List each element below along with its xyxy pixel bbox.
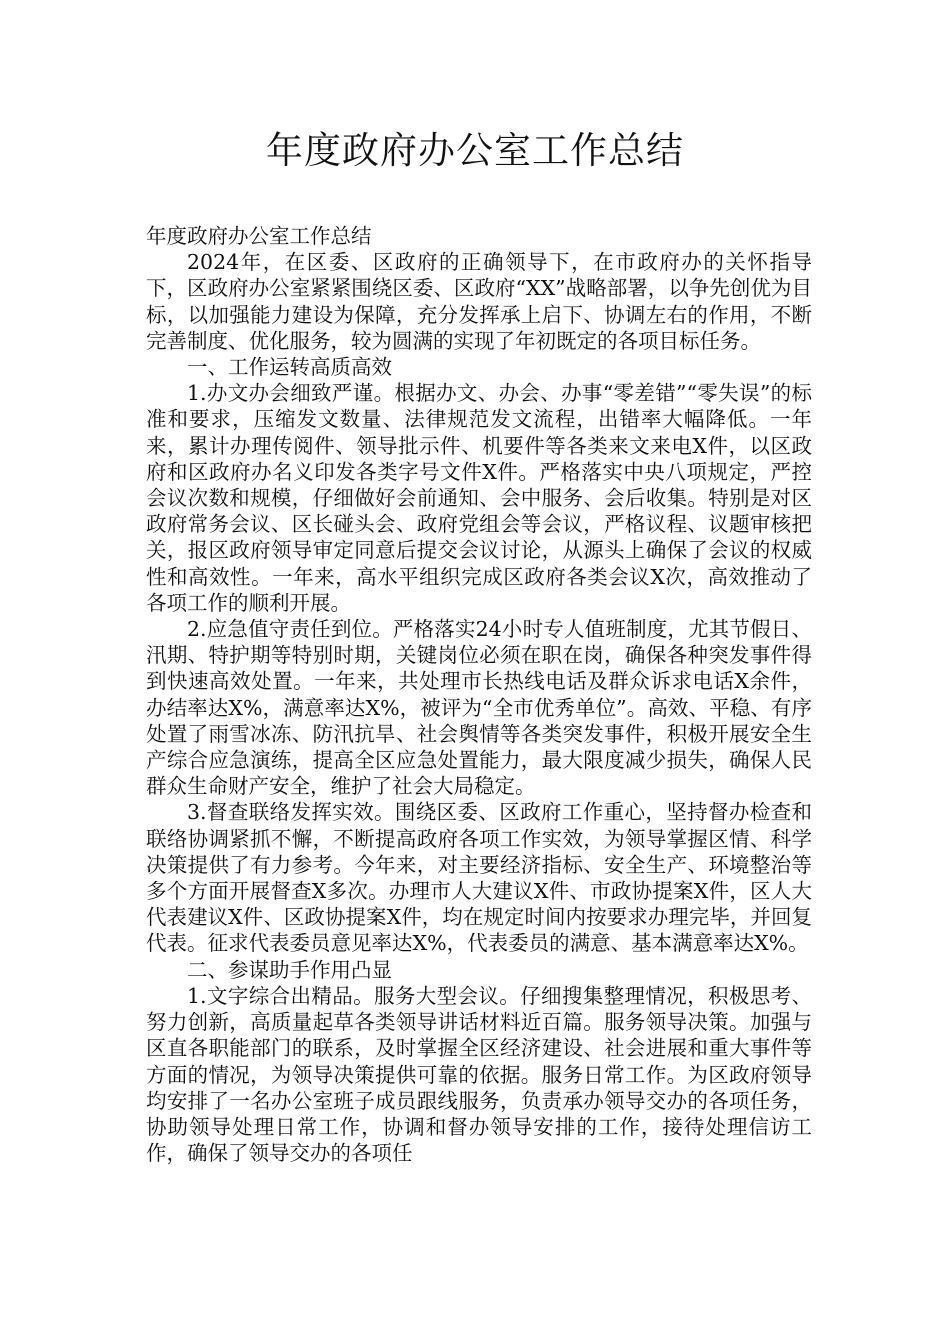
section-heading-2: 二、参谋助手作用凸显 <box>187 957 392 982</box>
body-heading: 年度政府办公室工作总结 <box>146 224 372 248</box>
paragraph-1-3: 3.督查联络发挥实效。围绕区委、区政府工作重心，坚持督办检查和联络协调紧抓不懈，不断提高政府各项工作实效，为领导掌握区情、科学决策提供了有力参考。今年来，对主要经济指标、安全生产、环境整治等多个方面开展督查X多次。办理市人大建议X件、市政协提案X件，区人大代表建议X件、区政协提案X件，均在规定时间内按要求办理完毕，并回复代表。征求代表委员意见率达X%，代表委员的满意、基本满意率达X%。 <box>146 800 812 956</box>
paragraph-1-2: 2.应急值守责任到位。严格落实24小时专人值班制度，尤其节假日、汛期、特护期等特别时期，关键岗位必须在职在岗，确保各种突发事件得到快速高效处置。一年来，共处理市长热线电话及群众诉求电话X余件，办结率达X%，满意率达X%，被评为“全市优秀单位”。高效、平稳、有序处置了雨雪冰冻、防汛抗旱、社会舆情等各类突发事件，积极开展安全生产综合应急演练，提高全区应急处置能力，最大限度减少损失，确保人民群众生命财产安全，维护了社会大局稳定。 <box>146 617 812 799</box>
document-body <box>146 223 812 1166</box>
document-title: 年度政府办公室工作总结 <box>266 129 684 172</box>
intro-paragraph: 2024年，在区委、区政府的正确领导下，在市政府办的关怀指导下，区政府办公室紧紧围绕区委、区政府“XX”战略部署，以争先创优为目标，以加强能力建设为保障，充分发挥承上启下、协调左右的作用，不断完善制度、优化服务，较为圆满的实现了年初既定的各项目标任务。 <box>146 250 812 353</box>
paragraph-2-1: 1.文字综合出精品。服务大型会议。仔细搜集整理情况，积极思考、努力创新，高质量起草各类领导讲话材料近百篇。服务领导决策。加强与区直各职能部门的联系，及时掌握全区经济建设、社会进展和重大事件等方面的情况，为领导决策提供可靠的依据。服务日常工作。为区政府领导均安排了一名办公室班子成员跟线服务，负责承办领导交办的各项任务，协助领导处理日常工作，协调和督办领导安排的工作，接待处理信访工作，确保了领导交办的各项任 <box>146 983 812 1166</box>
section-heading-1: 一、工作运转高质高效 <box>187 355 392 380</box>
paragraph-1-1: 1.办文办会细致严谨。根据办文、办会、办事“零差错”“零失误”的标准和要求，压缩发文数量、法律规范发文流程，出错率大幅降低。一年来，累计办理传阅件、领导批示件、机要件等各类来文来电X件，以区政府和区政府办名义印发各类字号文件X件。严格落实中央八项规定，严控会议次数和规模，仔细做好会前通知、会中服务、会后收集。特别是对区政府常务会议、区长碰头会、政府党组会等会议，严格议程、议题审核把关，报区政府领导审定同意后提交会议讨论，从源头上确保了会议的权威性和高效性。一年来，高水平组织完成区政府各类会议X次，高效推动了各项工作的顺利开展。 <box>146 381 812 615</box>
